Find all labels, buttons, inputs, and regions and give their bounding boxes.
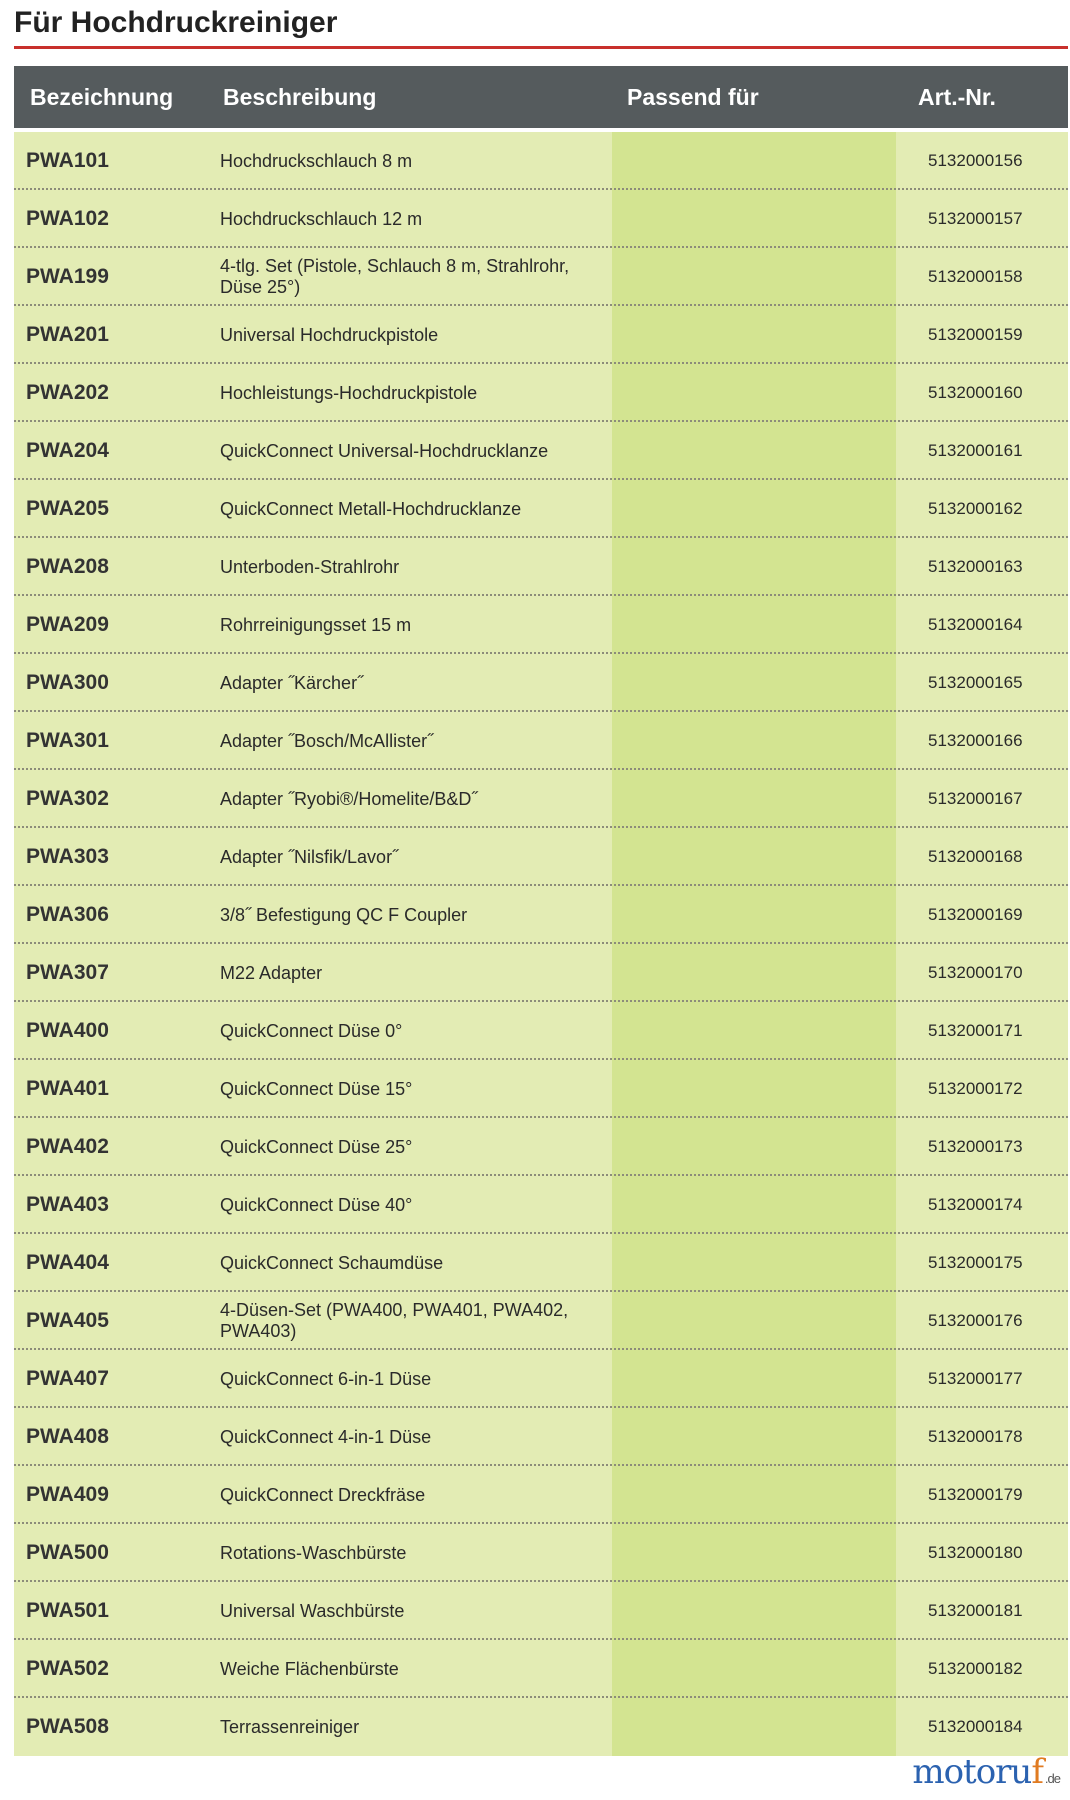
table-row <box>14 1698 1068 1756</box>
product-description: QuickConnect 4-in-1 Düse <box>208 1408 612 1466</box>
table-row <box>14 1524 1068 1582</box>
product-code: PWA508 <box>14 1698 208 1756</box>
product-description: M22 Adapter <box>208 944 612 1002</box>
table-row <box>14 1640 1068 1698</box>
article-number: 5132000164 <box>896 596 1068 654</box>
product-code: PWA202 <box>14 364 208 422</box>
article-number: 5132000178 <box>896 1408 1068 1466</box>
product-description: Adapter ˝Ryobi®/Homelite/B&D˝ <box>208 770 612 828</box>
article-number: 5132000158 <box>896 248 1068 306</box>
article-number: 5132000163 <box>896 538 1068 596</box>
article-number: 5132000175 <box>896 1234 1068 1292</box>
product-description: Rotations-Waschbürste <box>208 1524 612 1582</box>
fits-cell <box>612 1524 896 1582</box>
watermark-tld: .de <box>1044 1771 1060 1786</box>
table-row <box>14 422 1068 480</box>
article-number: 5132000162 <box>896 480 1068 538</box>
article-number: 5132000171 <box>896 1002 1068 1060</box>
table-row <box>14 886 1068 944</box>
table-row <box>14 364 1068 422</box>
article-number: 5132000179 <box>896 1466 1068 1524</box>
product-description: QuickConnect Düse 15° <box>208 1060 612 1118</box>
table-row <box>14 1582 1068 1640</box>
article-number: 5132000172 <box>896 1060 1068 1118</box>
fits-cell <box>612 1698 896 1756</box>
fits-cell <box>612 712 896 770</box>
product-description: Hochdruckschlauch 12 m <box>208 190 612 248</box>
header-bezeichnung: Bezeichnung <box>30 83 174 110</box>
article-number: 5132000181 <box>896 1582 1068 1640</box>
article-number: 5132000184 <box>896 1698 1068 1756</box>
table-row <box>14 1002 1068 1060</box>
fits-cell <box>612 132 896 190</box>
product-code: PWA201 <box>14 306 208 364</box>
product-code: PWA307 <box>14 944 208 1002</box>
table-header-row <box>14 66 1068 128</box>
article-number: 5132000170 <box>896 944 1068 1002</box>
product-code: PWA302 <box>14 770 208 828</box>
table-row <box>14 944 1068 1002</box>
article-number: 5132000167 <box>896 770 1068 828</box>
product-description: QuickConnect Düse 25° <box>208 1118 612 1176</box>
product-description: QuickConnect Metall-Hochdrucklanze <box>208 480 612 538</box>
product-description: 4-tlg. Set (Pistole, Schlauch 8 m, Strahlrohr, Düse 25°) <box>208 248 612 306</box>
fits-cell <box>612 596 896 654</box>
table-row <box>14 1350 1068 1408</box>
product-code: PWA303 <box>14 828 208 886</box>
product-code: PWA402 <box>14 1118 208 1176</box>
table-row <box>14 132 1068 190</box>
product-code: PWA501 <box>14 1582 208 1640</box>
fits-cell <box>612 770 896 828</box>
product-description: Hochdruckschlauch 8 m <box>208 132 612 190</box>
product-code: PWA209 <box>14 596 208 654</box>
product-code: PWA409 <box>14 1466 208 1524</box>
product-code: PWA502 <box>14 1640 208 1698</box>
article-number: 5132000182 <box>896 1640 1068 1698</box>
article-number: 5132000168 <box>896 828 1068 886</box>
product-code: PWA208 <box>14 538 208 596</box>
product-description: QuickConnect Dreckfräse <box>208 1466 612 1524</box>
fits-cell <box>612 828 896 886</box>
table-row <box>14 770 1068 828</box>
fits-cell <box>612 1466 896 1524</box>
product-description: Universal Waschbürste <box>208 1582 612 1640</box>
fits-cell <box>612 1292 896 1350</box>
article-number: 5132000176 <box>896 1292 1068 1350</box>
article-number: 5132000160 <box>896 364 1068 422</box>
product-code: PWA204 <box>14 422 208 480</box>
article-number: 5132000173 <box>896 1118 1068 1176</box>
fits-cell <box>612 422 896 480</box>
header-beschreibung: Beschreibung <box>223 83 377 110</box>
title-divider <box>14 46 1068 49</box>
product-code: PWA205 <box>14 480 208 538</box>
product-code: PWA408 <box>14 1408 208 1466</box>
header-art-nr: Art.-Nr. <box>918 83 996 110</box>
fits-cell <box>612 364 896 422</box>
product-description: QuickConnect Universal-Hochdrucklanze <box>208 422 612 480</box>
table-row <box>14 480 1068 538</box>
watermark-main: motoru <box>912 1752 1032 1792</box>
product-code: PWA400 <box>14 1002 208 1060</box>
product-code: PWA300 <box>14 654 208 712</box>
table-row <box>14 306 1068 364</box>
fits-cell <box>612 1002 896 1060</box>
product-code: PWA407 <box>14 1350 208 1408</box>
product-code: PWA403 <box>14 1176 208 1234</box>
product-description: Terrassenreiniger <box>208 1698 612 1756</box>
table-body <box>14 132 1068 1756</box>
product-code: PWA306 <box>14 886 208 944</box>
product-code: PWA102 <box>14 190 208 248</box>
article-number: 5132000159 <box>896 306 1068 364</box>
product-description: QuickConnect Schaumdüse <box>208 1234 612 1292</box>
fits-cell <box>612 1118 896 1176</box>
table-row <box>14 190 1068 248</box>
table-row <box>14 538 1068 596</box>
watermark-accent: f <box>1031 1752 1043 1792</box>
table-row <box>14 712 1068 770</box>
table-row <box>14 828 1068 886</box>
table-row <box>14 596 1068 654</box>
table-row <box>14 248 1068 306</box>
article-number: 5132000180 <box>896 1524 1068 1582</box>
article-number: 5132000166 <box>896 712 1068 770</box>
fits-cell <box>612 538 896 596</box>
table-row <box>14 1118 1068 1176</box>
product-code: PWA500 <box>14 1524 208 1582</box>
table-row <box>14 1234 1068 1292</box>
accessory-table <box>14 66 1068 1756</box>
product-description: Unterboden-Strahlrohr <box>208 538 612 596</box>
product-code: PWA301 <box>14 712 208 770</box>
article-number: 5132000161 <box>896 422 1068 480</box>
table-row <box>14 1292 1068 1350</box>
product-code: PWA404 <box>14 1234 208 1292</box>
product-description: Adapter ˝Kärcher˝ <box>208 654 612 712</box>
article-number: 5132000165 <box>896 654 1068 712</box>
product-code: PWA199 <box>14 248 208 306</box>
fits-cell <box>612 1176 896 1234</box>
fits-cell <box>612 480 896 538</box>
product-code: PWA401 <box>14 1060 208 1118</box>
header-passend-fuer: Passend für <box>627 83 759 110</box>
table-row <box>14 654 1068 712</box>
watermark-logo <box>912 1752 1060 1792</box>
table-row <box>14 1060 1068 1118</box>
article-number: 5132000177 <box>896 1350 1068 1408</box>
fits-cell <box>612 1060 896 1118</box>
product-description: Weiche Flächenbürste <box>208 1640 612 1698</box>
article-number: 5132000174 <box>896 1176 1068 1234</box>
fits-cell <box>612 1640 896 1698</box>
product-description: Universal Hochdruckpistole <box>208 306 612 364</box>
fits-cell <box>612 886 896 944</box>
article-number: 5132000157 <box>896 190 1068 248</box>
product-description: Rohrreinigungsset 15 m <box>208 596 612 654</box>
product-code: PWA101 <box>14 132 208 190</box>
fits-cell <box>612 654 896 712</box>
page-title: Für Hochdruckreiniger <box>14 6 338 39</box>
product-description: QuickConnect 6-in-1 Düse <box>208 1350 612 1408</box>
product-description: QuickConnect Düse 0° <box>208 1002 612 1060</box>
fits-cell <box>612 1350 896 1408</box>
fits-cell <box>612 1408 896 1466</box>
product-description: Adapter ˝Nilsfik/Lavor˝ <box>208 828 612 886</box>
product-description: 3/8˝ Befestigung QC F Coupler <box>208 886 612 944</box>
product-code: PWA405 <box>14 1292 208 1350</box>
fits-cell <box>612 248 896 306</box>
table-row <box>14 1466 1068 1524</box>
product-description: QuickConnect Düse 40° <box>208 1176 612 1234</box>
article-number: 5132000156 <box>896 132 1068 190</box>
article-number: 5132000169 <box>896 886 1068 944</box>
fits-cell <box>612 1582 896 1640</box>
fits-cell <box>612 190 896 248</box>
fits-cell <box>612 1234 896 1292</box>
product-description: Adapter ˝Bosch/McAllister˝ <box>208 712 612 770</box>
product-description: 4-Düsen-Set (PWA400, PWA401, PWA402, PWA403) <box>208 1292 612 1350</box>
fits-cell <box>612 944 896 1002</box>
product-description: Hochleistungs-Hochdruckpistole <box>208 364 612 422</box>
table-row <box>14 1408 1068 1466</box>
table-row <box>14 1176 1068 1234</box>
fits-cell <box>612 306 896 364</box>
